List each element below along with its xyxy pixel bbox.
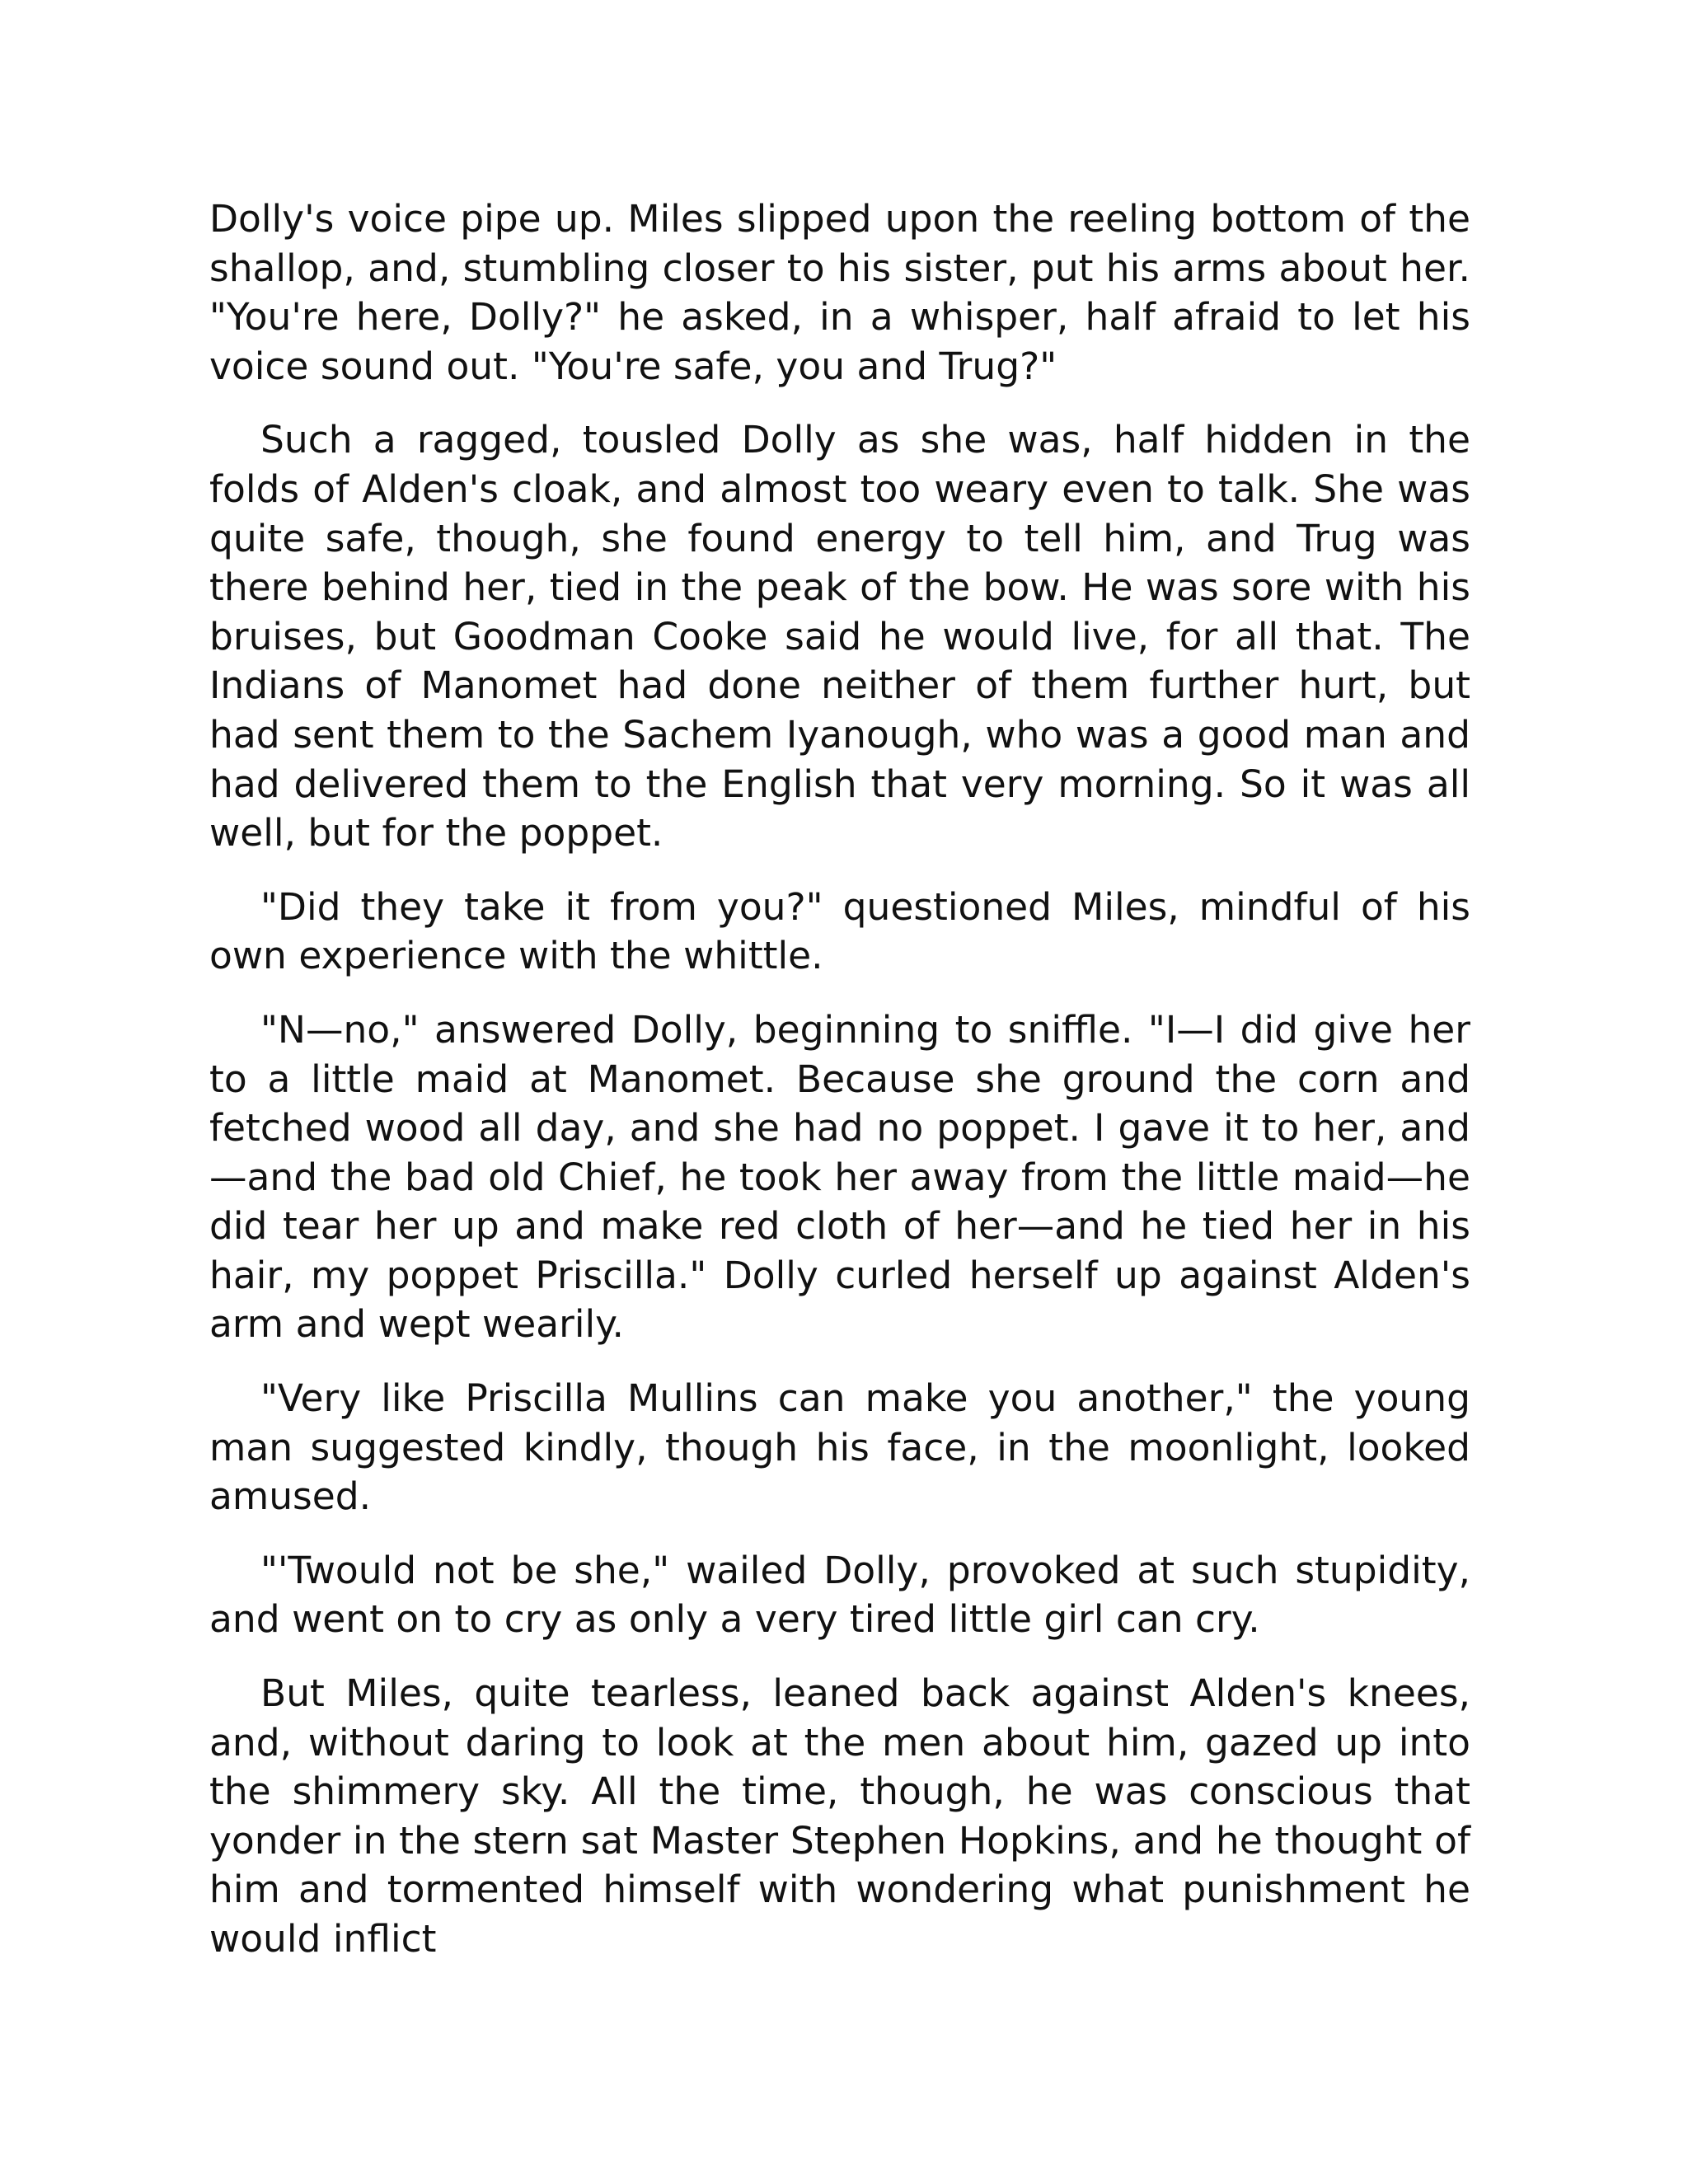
paragraph-3: "Did they take it from you?" questioned Miles, mindful of his own experience with the whittle. (209, 884, 1470, 978)
paragraph-6: "'Twould not be she," wailed Dolly, provoked at such stupidity, and went on to cry as only a very tired little girl can cry. (209, 1548, 1470, 1642)
page-body-text (209, 194, 1470, 1989)
paragraph-2: Such a ragged, tousled Dolly as she was, half hidden in the folds of Alden's cloak, and almost too weary even to talk. She was quite safe, though, she found energy to tell him, and Trug was there behind her, tied in the peak of the bow. He was sore with his bruises, but Goodman Cooke said he would live, for all that. The Indians of Manomet had done neither of them further hurt, but had sent them to the Sachem Iyanough, who was a good man and had delivered them to the English that very morning. So it was all well, but for the poppet. (209, 418, 1470, 855)
paragraph-7: But Miles, quite tearless, leaned back against Alden's knees, and, without daring to look at the men about him, gazed up into the shimmery sky. All the time, though, he was conscious that yonder in the stern sat Master Stephen Hopkins, and he thought of him and tormented himself with wondering what punishment he would inflict (209, 1671, 1470, 1961)
paragraph-1: Dolly's voice pipe up. Miles slipped upon the reeling bottom of the shallop, and, stumbling closer to his sister, put his arms about her. "You're here, Dolly?" he asked, in a whisper, half afraid to let his voice sound out. "You're safe, you and Trug?" (209, 197, 1470, 388)
paragraph-5: "Very like Priscilla Mullins can make you another," the young man suggested kindly, though his face, in the moonlight, looked amused. (209, 1376, 1470, 1519)
paragraph-4: "N—no," answered Dolly, beginning to sniffle. "I—I did give her to a little maid at Manomet. Because she ground the corn and fetched wood all day, and she had no poppet. I gave it to her, and—and the bad old Chief, he took her away from the little maid—he did tear her up and make red cloth of her—and he tied her in his hair, my poppet Priscilla." Dolly curled herself up against Alden's arm and wept wearily. (209, 1007, 1470, 1347)
